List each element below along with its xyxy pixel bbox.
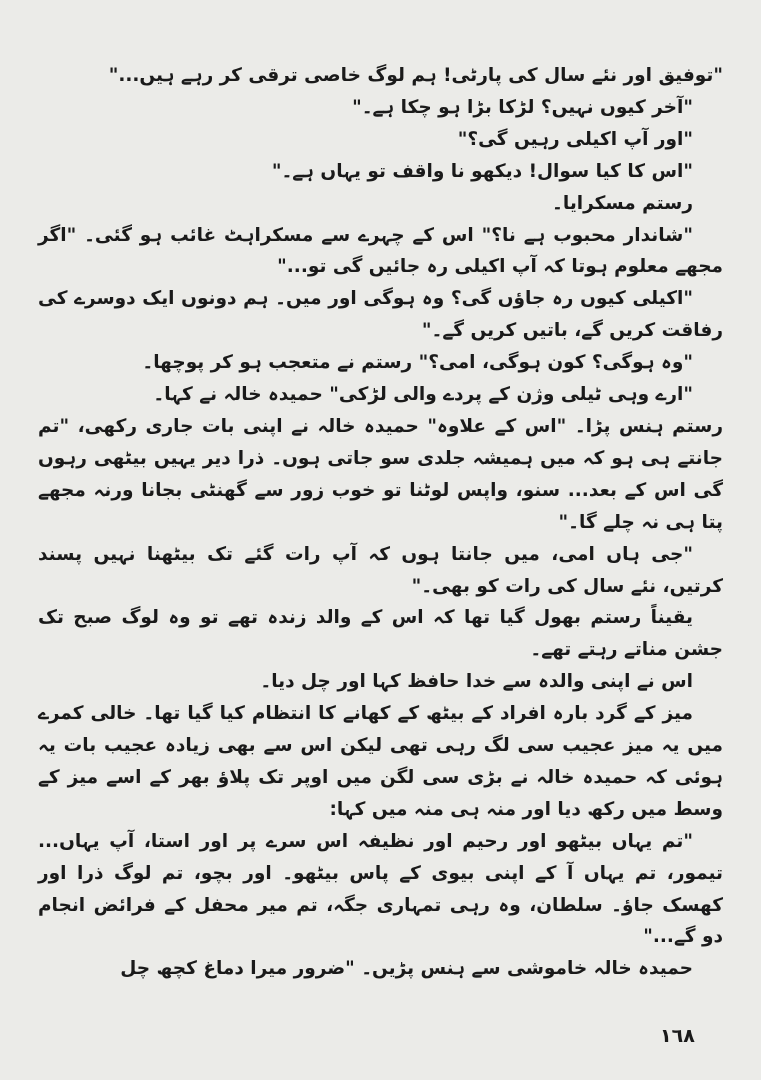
paragraph: "اکیلی کیوں رہ جاؤں گی؟ وہ ہوگی اور میں۔ ہم دونوں ایک دوسرے کی رفاقت کریں گے، باتیں کریں گے۔" <box>38 288 723 342</box>
paragraph: "آخر کیوں نہیں؟ لڑکا بڑا ہو چکا ہے۔" <box>352 96 693 118</box>
paragraph: "اور آپ اکیلی رہیں گی؟" <box>457 128 693 150</box>
paragraph: "ارے وہی ٹیلی وژن کے پردے والی لڑکی" حمیدہ خالہ نے کہا۔ <box>153 384 693 406</box>
paragraph: رستم ہنس پڑا۔ "اس کے علاوہ" حمیدہ خالہ نے اپنی بات جاری رکھی، "تم جانتے ہی ہو کہ میں ہمیشہ جلدی سو جاتی ہوں۔ ذرا دیر یہیں بیٹھی رہوں گی اس کے بعد... سنو، واپس لوٹنا تو خوب زور سے گھنٹی بجانا ورنہ مجھے پتا ہی نہ چلے گا۔" <box>38 415 723 533</box>
paragraph: "شاندار محبوب ہے نا؟" اس کے چہرے سے مسکراہٹ غائب ہو گئی۔ "اگر مجھے معلوم ہوتا کہ آپ اکیلی رہ جائیں گی تو..." <box>38 224 723 278</box>
paragraph: اس نے اپنی والدہ سے خدا حافظ کہا اور چل دیا۔ <box>260 671 693 693</box>
page-number: ١٦٨ <box>660 1025 695 1047</box>
body-text <box>38 60 723 985</box>
paragraph: رستم مسکرایا۔ <box>552 192 693 214</box>
paragraph: "توفیق اور نئے سال کی پارٹی! ہم لوگ خاصی ترقی کر رہے ہیں..." <box>108 65 723 86</box>
paragraph: یقیناً رستم بھول گیا تھا کہ اس کے والد زندہ تھے تو وہ لوگ صبح تک جشن مناتے رہتے تھے۔ <box>38 607 723 661</box>
paragraph: حمیدہ خالہ خاموشی سے ہنس پڑیں۔ "ضرور میرا دماغ کچھ چل <box>120 958 693 980</box>
paragraph: میز کے گرد بارہ افراد کے بیٹھ کے کھانے کا انتظام کیا گیا تھا۔ خالی کمرے میں یہ میز عجیب سی لگ رہی تھی لیکن اس سے بھی زیادہ عجیب بات یہ ہوئی کہ حمیدہ خالہ نے بڑی سی لگن میں اوپر تک پلاؤ بھر کے اسے میز کے وسط میں رکھ دیا اور منہ ہی منہ میں کہا: <box>38 703 723 820</box>
paragraph: "تم یہاں بیٹھو اور رحیم اور نظیفہ اس سرے پر اور استا، آپ یہاں... تیمور، تم یہاں آ کے اپنی بیوی کے پاس بیٹھو۔ اور بچو، تم لوگ ذرا اور کھسک جاؤ۔ سلطان، وہ رہی تمہاری جگہ، تم میر محفل کے فرائض انجام دو گے..." <box>38 830 723 948</box>
paragraph: "وہ ہوگی؟ کون ہوگی، امی؟" رستم نے متعجب ہو کر پوچھا۔ <box>142 352 693 374</box>
paragraph: "جی ہاں امی، میں جانتا ہوں کہ آپ رات گئے تک بیٹھنا نہیں پسند کرتیں، نئے سال کی رات کو بھی۔" <box>38 543 723 597</box>
paragraph: "اس کا کیا سوال! دیکھو نا واقف تو یہاں ہے۔" <box>271 160 693 182</box>
